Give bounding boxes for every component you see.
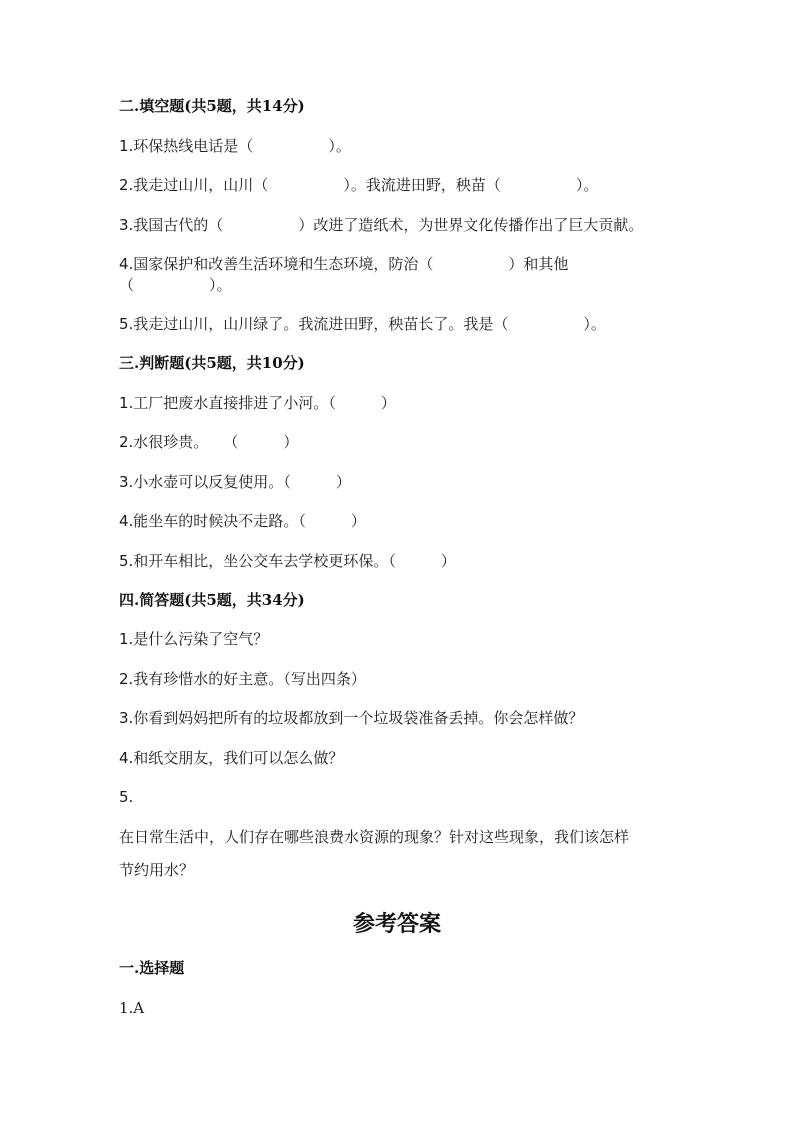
section-title-fill-blank: 二.填空题(共5题，共14分) [119, 97, 305, 115]
question-tf-1: 1.工厂把废水直接排进了小河。（ ） [119, 394, 396, 412]
question-fill-4-line1: 4.国家保护和改善生活环境和生态环境，防治（ ）和其他 [119, 255, 569, 273]
question-tf-2: 2.水很珍贵。 （ ） [119, 433, 299, 451]
question-sa-5-line1: 在日常生活中，人们存在哪些浪费水资源的现象？针对这些现象，我们该怎样 [119, 828, 630, 846]
question-sa-1: 1.是什么污染了空气？ [119, 630, 269, 648]
question-sa-5-line2: 节约用水？ [119, 861, 195, 879]
question-fill-1: 1.环保热线电话是（ ）。 [119, 137, 351, 155]
section-title-short-answer: 四.简答题(共5题，共34分) [119, 591, 305, 609]
question-fill-3: 3.我国古代的（ ）改进了造纸术，为世界文化传播作出了巨大贡献。 [119, 216, 644, 234]
question-sa-4: 4.和纸交朋友，我们可以怎么做？ [119, 749, 344, 767]
answers-section-choice: 一.选择题 [119, 959, 185, 977]
question-tf-3: 3.小水壶可以反复使用。（ ） [119, 473, 351, 491]
answers-heading: 参考答案 [352, 911, 441, 937]
question-sa-2: 2.我有珍惜水的好主意。（写出四条） [119, 670, 366, 688]
question-fill-2: 2.我走过山川，山川（ ）。我流进田野，秧苗（ ）。 [119, 176, 599, 194]
question-fill-4-line2: （ ）。 [119, 276, 232, 294]
question-tf-5: 5.和开车相比，坐公交车去学校更环保。（ ） [119, 552, 456, 570]
question-sa-3: 3.你看到妈妈把所有的垃圾都放到一个垃圾袋准备丢掉。你会怎样做？ [119, 709, 584, 727]
answer-1: 1.A [119, 999, 145, 1017]
section-title-true-false: 三.判断题(共5题，共10分) [119, 354, 305, 372]
question-tf-4: 4.能坐车的时候决不走路。（ ） [119, 512, 366, 530]
question-sa-5-number: 5. [119, 788, 134, 806]
question-fill-5: 5.我走过山川，山川绿了。我流进田野，秧苗长了。我是（ ）。 [119, 315, 606, 333]
